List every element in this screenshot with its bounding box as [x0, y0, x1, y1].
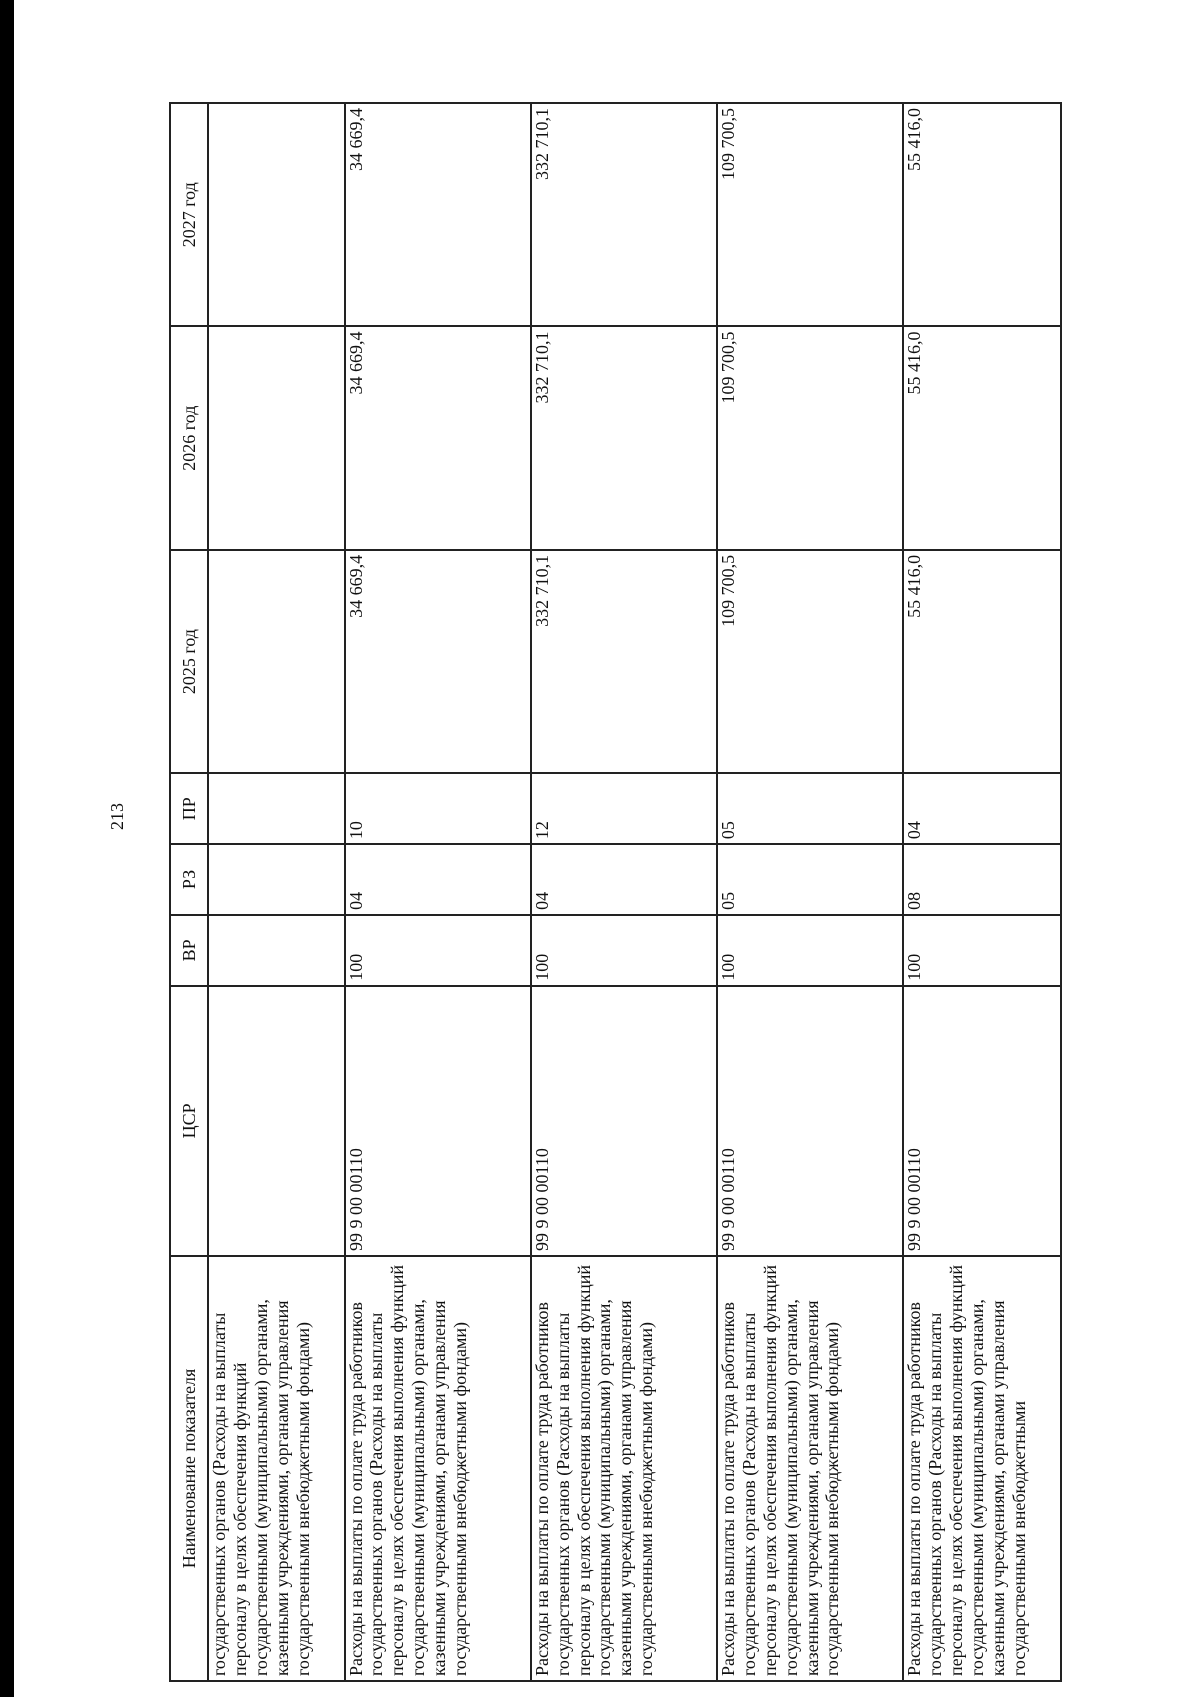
row-rz: 05 [717, 844, 903, 915]
row-pr: 05 [717, 773, 903, 844]
row-2027: 109 700,5 [717, 103, 903, 326]
row-name: Расходы на выплаты по оплате труда работников государственных органов (Расходы на выплаты персоналу в целях обеспечения выполнения функций государственными (муниципальными) органами, казенными учреждениями, органами управления государственными внебюджетными фондами) [717, 1256, 903, 1681]
header-2027: 2027 год [170, 103, 208, 326]
row-name: Расходы на выплаты по оплате труда работников государственных органов (Расходы на выплаты персоналу в целях обеспечения выполнения функций государственными (муниципальными) органами, казенными учреждениями, органами управления государственными внебюджетными фондами) [531, 1256, 717, 1681]
row-rz: 08 [903, 844, 1061, 915]
table-row [345, 103, 531, 1681]
row-rz [208, 844, 345, 915]
rotated-budget-table-container [169, 102, 1062, 1682]
row-pr [208, 773, 345, 844]
row-name: государственных органов (Расходы на выплаты персоналу в целях обеспечения функций государственными (муниципальными) органами, казенными учреждениями, органами управления государственными внебюджетными фондами) [208, 1256, 345, 1681]
row-2026 [208, 326, 345, 549]
row-2027: 34 669,4 [345, 103, 531, 326]
row-vr: 100 [345, 915, 531, 986]
scan-left-border [0, 0, 14, 1697]
row-2025: 109 700,5 [717, 550, 903, 773]
header-2025: 2025 год [170, 550, 208, 773]
header-vr: ВР [170, 915, 208, 986]
row-2025: 34 669,4 [345, 550, 531, 773]
row-2026: 55 416,0 [903, 326, 1061, 549]
header-rz: РЗ [170, 844, 208, 915]
header-2026: 2026 год [170, 326, 208, 549]
row-csr: 99 9 00 00110 [531, 986, 717, 1256]
table-row [903, 103, 1061, 1681]
row-pr: 04 [903, 773, 1061, 844]
row-2027 [208, 103, 345, 326]
table-row [717, 103, 903, 1681]
row-2026: 332 710,1 [531, 326, 717, 549]
row-2025: 55 416,0 [903, 550, 1061, 773]
header-name: Наименование показателя [170, 1256, 208, 1681]
row-2025: 332 710,1 [531, 550, 717, 773]
table-row [531, 103, 717, 1681]
row-name: Расходы на выплаты по оплате труда работников государственных органов (Расходы на выплаты персоналу в целях обеспечения выполнения функций государственными (муниципальными) органами, казенными учреждениями, органами управления государственными внебюджетными [903, 1256, 1061, 1681]
row-rz: 04 [531, 844, 717, 915]
row-csr: 99 9 00 00110 [345, 986, 531, 1256]
page-number: 213 [107, 803, 127, 830]
row-2025 [208, 550, 345, 773]
row-csr: 99 9 00 00110 [903, 986, 1061, 1256]
row-rz: 04 [345, 844, 531, 915]
table-row [208, 103, 345, 1681]
row-csr [208, 986, 345, 1256]
row-2026: 109 700,5 [717, 326, 903, 549]
row-vr [208, 915, 345, 986]
row-pr: 10 [345, 773, 531, 844]
row-2027: 55 416,0 [903, 103, 1061, 326]
row-csr: 99 9 00 00110 [717, 986, 903, 1256]
table-header-row [170, 103, 208, 1681]
row-vr: 100 [531, 915, 717, 986]
row-name: Расходы на выплаты по оплате труда работников государственных органов (Расходы на выплаты персоналу в целях обеспечения выполнения функций государственными (муниципальными) органами, казенными учреждениями, органами управления государственными внебюджетными фондами) [345, 1256, 531, 1681]
row-pr: 12 [531, 773, 717, 844]
row-2026: 34 669,4 [345, 326, 531, 549]
row-2027: 332 710,1 [531, 103, 717, 326]
budget-table [169, 102, 1062, 1682]
row-vr: 100 [903, 915, 1061, 986]
header-pr: ПР [170, 773, 208, 844]
header-csr: ЦСР [170, 986, 208, 1256]
row-vr: 100 [717, 915, 903, 986]
